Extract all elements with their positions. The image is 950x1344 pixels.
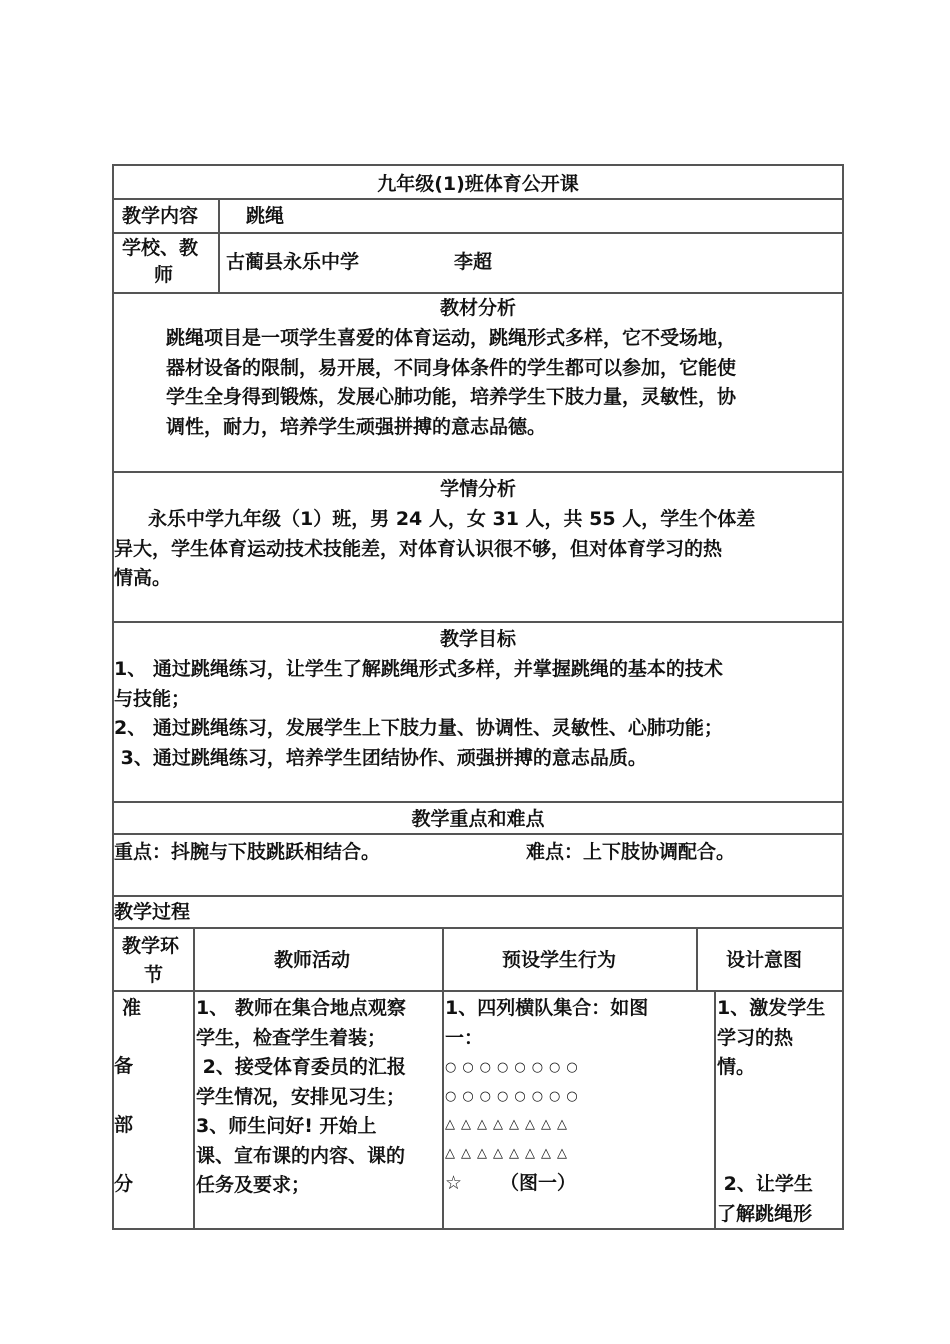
divider	[114, 927, 842, 929]
teacher-line: 学生情况，安排见习生；	[196, 1085, 406, 1108]
teacher-line: 学生，检查学生着装；	[196, 1026, 387, 1049]
goal-line: 1、 通过跳绳练习，让学生了解跳绳形式多样，并掌握跳绳的基本的技术	[114, 658, 723, 680]
divider	[114, 895, 842, 897]
stage-char: 准	[122, 997, 142, 1019]
design-intent-header: 设计意图	[726, 949, 803, 971]
student-line: 永乐中学九年级（1）班，男 24 人，女 31 人，共 55 人，学生个体差	[148, 508, 756, 530]
column-divider	[696, 927, 698, 991]
material-line: 学生全身得到锻炼，发展心肺功能，培养学生下肢力量，灵敏性，协	[166, 386, 737, 408]
divider	[114, 990, 842, 992]
student-line: 情高。	[114, 567, 172, 589]
stage-header-line1: 教学环	[122, 935, 180, 957]
goal-line: 3、通过跳绳练习，培养学生团结协作、顽强拼搏的意志品质。	[114, 746, 647, 769]
divider	[114, 833, 842, 835]
column-divider	[442, 927, 444, 1230]
key-points-heading: 教学重点和难点	[411, 808, 545, 830]
teacher-line: 任务及要求；	[196, 1174, 311, 1196]
student-text	[114, 505, 755, 594]
process-heading: 教学过程	[114, 901, 191, 923]
teacher-activity-text	[196, 994, 442, 1201]
teacher-line: 课、宣布课的内容、课的	[196, 1144, 406, 1167]
teacher-activity-header: 教师活动	[274, 949, 351, 971]
formation-triangles-row: △△△△△△△△	[445, 1146, 573, 1161]
school-label-line1: 学校、教	[122, 237, 199, 259]
divider	[114, 232, 842, 234]
formation-circles-row: ○○○○○○○○	[445, 1089, 584, 1104]
student-line: 异大，学生体育运动技术技能差，对体育认识很不够，但对体育学习的热	[114, 537, 723, 560]
page-title: 九年级(1)班体育公开课	[377, 173, 579, 195]
school-label-line2: 师	[154, 264, 174, 286]
intent-line: 2、让学生	[717, 1173, 813, 1195]
goals-text	[114, 655, 723, 773]
student-behavior-line: 1、四列横队集合：如图	[445, 997, 649, 1019]
school-name: 古蔺县永乐中学	[226, 251, 360, 273]
student-behavior-header: 预设学生行为	[502, 949, 617, 971]
formation-triangles-row: △△△△△△△△	[445, 1117, 573, 1132]
goal-line: 与技能；	[114, 687, 191, 710]
design-intent-text-2	[717, 1170, 843, 1229]
material-heading: 教材分析	[439, 297, 516, 319]
formation-caption: （图一）	[500, 1172, 577, 1194]
teacher-line: 3、师生问好! 开始上	[196, 1115, 377, 1137]
divider	[114, 801, 842, 803]
material-line: 跳绳项目是一项学生喜爱的体育运动，跳绳形式多样，它不受场地，	[166, 327, 737, 349]
intent-line: 学习的热	[717, 1026, 794, 1049]
teacher-line: 2、接受体育委员的汇报	[196, 1056, 406, 1078]
column-divider	[193, 927, 195, 1230]
stage-char: 分	[114, 1173, 134, 1195]
stage-char: 部	[114, 1114, 134, 1136]
design-intent-text-1	[717, 994, 843, 1083]
student-heading: 学情分析	[439, 478, 516, 500]
key-point: 重点：抖腕与下肢跳跃相结合。	[114, 841, 381, 863]
lesson-plan-table	[112, 164, 844, 1230]
intent-line: 了解跳绳形	[717, 1202, 813, 1225]
goals-heading: 教学目标	[439, 628, 516, 650]
teacher-line: 1、 教师在集合地点观察	[196, 997, 406, 1019]
student-behavior-text	[445, 994, 715, 1053]
intent-line: 情。	[717, 1056, 756, 1078]
content-value: 跳绳	[246, 205, 285, 227]
goal-line: 2、 通过跳绳练习，发展学生上下肢力量、协调性、灵敏性、心肺功能；	[114, 717, 723, 739]
material-line: 调性，耐力，培养学生顽强拼搏的意志品德。	[166, 415, 547, 438]
content-label: 教学内容	[122, 205, 199, 227]
teacher-name: 李超	[454, 251, 493, 273]
stage-char: 备	[114, 1055, 134, 1077]
stage-header-line2: 节	[144, 964, 164, 986]
material-line: 器材设备的限制，易开展，不同身体条件的学生都可以参加，它能使	[166, 356, 737, 379]
student-behavior-line: 一：	[445, 1026, 484, 1049]
intent-line: 1、激发学生	[717, 997, 826, 1019]
difficulty-point: 难点：上下肢协调配合。	[526, 841, 736, 863]
formation-circles-row: ○○○○○○○○	[445, 1060, 584, 1075]
material-text	[166, 324, 736, 442]
divider	[114, 471, 842, 473]
teacher-star-icon: ☆	[445, 1172, 463, 1194]
divider	[114, 198, 842, 200]
divider	[114, 621, 842, 623]
label-column-divider	[218, 200, 220, 292]
